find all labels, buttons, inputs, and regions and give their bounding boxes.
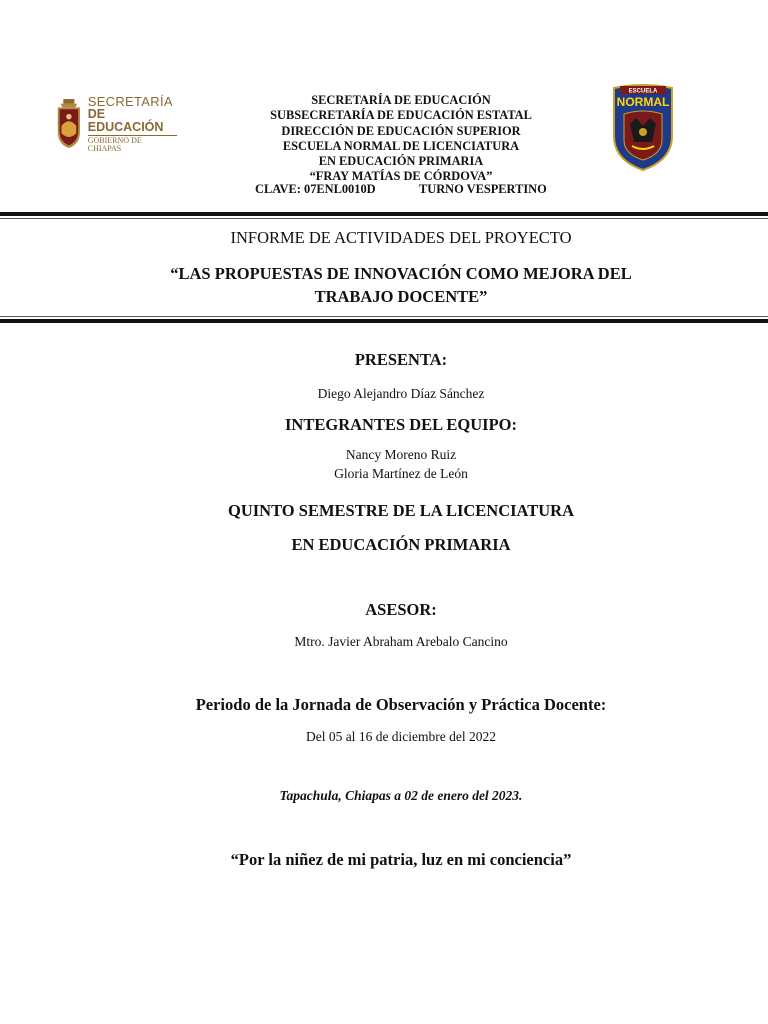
institution-line: ESCUELA NORMAL DE LICENCIATURA bbox=[282, 138, 520, 153]
report-subtitle: INFORME DE ACTIVIDADES DEL PROYECTO bbox=[230, 228, 572, 247]
equipo-label: INTEGRANTES DEL EQUIPO: bbox=[285, 415, 517, 434]
logo-text-gobierno: GOBIERNO DE CHIAPAS bbox=[88, 135, 177, 153]
shield-text-normal: NORMAL bbox=[616, 95, 670, 109]
clave-turno-row bbox=[255, 182, 547, 197]
presenta-label: PRESENTA: bbox=[354, 350, 448, 369]
title-rule-thin bbox=[0, 316, 768, 317]
periodo-label: Periodo de la Jornada de Observación y Práctica Docente: bbox=[195, 695, 607, 714]
header-rule-thin bbox=[0, 218, 768, 219]
document-header bbox=[0, 0, 768, 210]
shield-text-escuela: ESCUELA bbox=[628, 88, 658, 95]
school-motto: “Por la niñez de mi patria, luz en mi conciencia” bbox=[230, 850, 572, 869]
title-rule-thick bbox=[0, 319, 768, 323]
team-member: Gloria Martínez de León bbox=[334, 466, 468, 481]
team-member: Nancy Moreno Ruiz bbox=[345, 447, 457, 462]
institution-line: EN EDUCACIÓN PRIMARIA bbox=[318, 154, 484, 169]
advisor-name: Mtro. Javier Abraham Arebalo Cancino bbox=[294, 634, 508, 649]
institution-line: DIRECCIÓN DE EDUCACIÓN SUPERIOR bbox=[281, 123, 521, 138]
asesor-label: ASESOR: bbox=[365, 600, 437, 619]
logo-text-educacion: DE EDUCACIÓN bbox=[87, 107, 164, 134]
periodo-dates: Del 05 al 16 de diciembre del 2022 bbox=[305, 729, 497, 744]
institution-line: SECRETARÍA DE EDUCACIÓN bbox=[311, 93, 491, 107]
clave-text: CLAVE: 07ENL0010D bbox=[255, 182, 376, 196]
turno-text: TURNO VESPERTINO bbox=[419, 182, 547, 196]
institution-block bbox=[180, 93, 622, 185]
project-title: “LAS PROPUESTAS DE INNOVACIÓN COMO MEJORA DEL TRABAJO DOCENTE” bbox=[170, 264, 632, 306]
secretaria-educacion-logo bbox=[55, 95, 177, 153]
escuela-normal-shield-icon bbox=[612, 84, 674, 172]
place-date: Tapachula, Chiapas a 02 de enero del 2023. bbox=[279, 788, 523, 803]
institution-line: SUBSECRETARÍA DE EDUCACIÓN ESTATAL bbox=[270, 108, 532, 123]
header-rule-thick bbox=[0, 212, 768, 216]
institution-line: “FRAY MATÍAS DE CÓRDOVA” bbox=[309, 169, 493, 184]
program-line: EN EDUCACIÓN PRIMARIA bbox=[291, 535, 511, 554]
chiapas-coat-of-arms-icon bbox=[55, 96, 83, 152]
logo-text-secretaria: SECRETARÍA bbox=[87, 94, 173, 109]
presenter-name: Diego Alejandro Díaz Sánchez bbox=[317, 386, 485, 401]
semester-line: QUINTO SEMESTRE DE LA LICENCIATURA bbox=[228, 501, 574, 520]
